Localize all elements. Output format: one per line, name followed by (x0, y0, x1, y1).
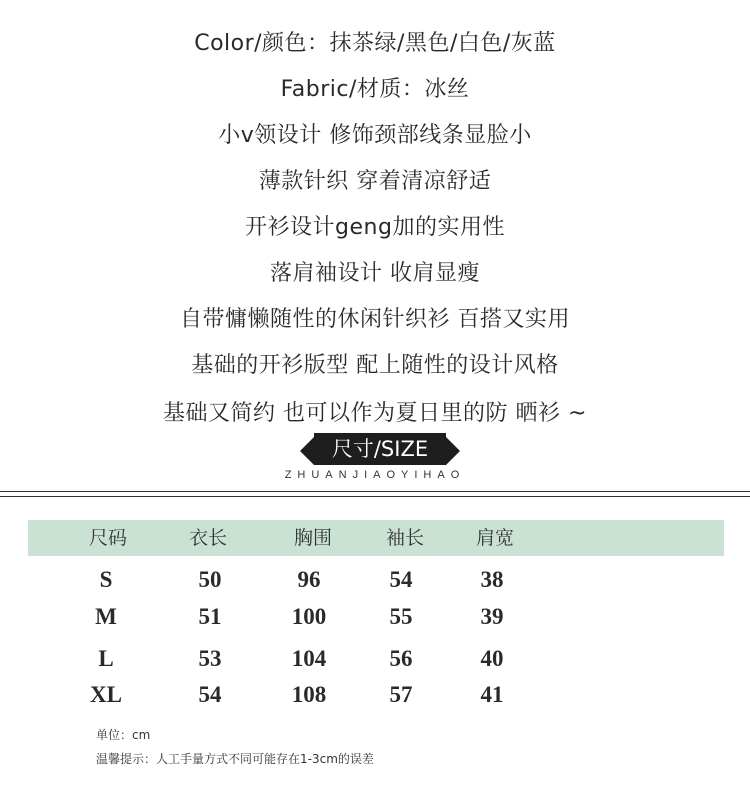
cell-size: XL (90, 682, 122, 707)
feature-line-2: 薄款针织 穿着清凉舒适 (258, 169, 492, 194)
cell-size: M (95, 604, 117, 629)
feature-line-6: 基础的开衫版型 配上随性的设计风格 (191, 353, 559, 378)
cell-size: S (99, 567, 113, 592)
header-length: 衣长 (188, 527, 227, 549)
size-subtitle: ZHUANJIAOYIHAO (284, 469, 466, 481)
cell-shoulder: 38 (480, 567, 504, 592)
feature-line-7: 基础又简约 也可以作为夏日里的防 晒衫 ~ (163, 401, 587, 426)
cell-length: 51 (198, 604, 222, 629)
size-ribbon (300, 433, 460, 465)
cell-bust: 104 (291, 646, 327, 671)
header-bust: 胸围 (293, 527, 332, 549)
feature-line-4: 落肩袖设计 收肩显瘦 (270, 261, 480, 286)
cell-bust: 96 (297, 567, 321, 592)
feature-line-5: 自带慵懒随性的休闲针织衫 百搭又实用 (180, 307, 570, 332)
feature-line-1: 小v领设计 修饰颈部线条显脸小 (218, 123, 532, 148)
header-shoulder: 肩宽 (475, 527, 514, 549)
color-line: Color/颜色：抹茶绿/黑色/白色/灰蓝 (194, 31, 556, 56)
cell-sleeve: 55 (389, 604, 413, 629)
cell-sleeve: 57 (389, 682, 413, 707)
cell-shoulder: 40 (480, 646, 504, 671)
divider-top (0, 491, 750, 492)
cell-shoulder: 41 (480, 682, 504, 707)
cell-length: 54 (198, 682, 222, 707)
unit-note: 单位：cm (96, 728, 151, 742)
cell-length: 50 (198, 567, 222, 592)
feature-line-3: 开衫设计geng加的实用性 (245, 215, 505, 240)
cell-bust: 108 (291, 682, 327, 707)
cell-shoulder: 39 (480, 604, 504, 629)
cell-sleeve: 56 (389, 646, 413, 671)
size-title: 尺寸/SIZE (331, 437, 429, 461)
cell-sleeve: 54 (389, 567, 413, 592)
measurement-tip: 温馨提示：人工手量方式不同可能存在1-3cm的误差 (96, 752, 374, 766)
header-sleeve: 袖长 (385, 527, 424, 549)
cell-size: L (98, 646, 114, 671)
cell-bust: 100 (291, 604, 327, 629)
cell-length: 53 (198, 646, 222, 671)
divider-bottom (0, 496, 750, 497)
header-size: 尺码 (88, 527, 127, 549)
fabric-line: Fabric/材质：冰丝 (280, 77, 470, 102)
